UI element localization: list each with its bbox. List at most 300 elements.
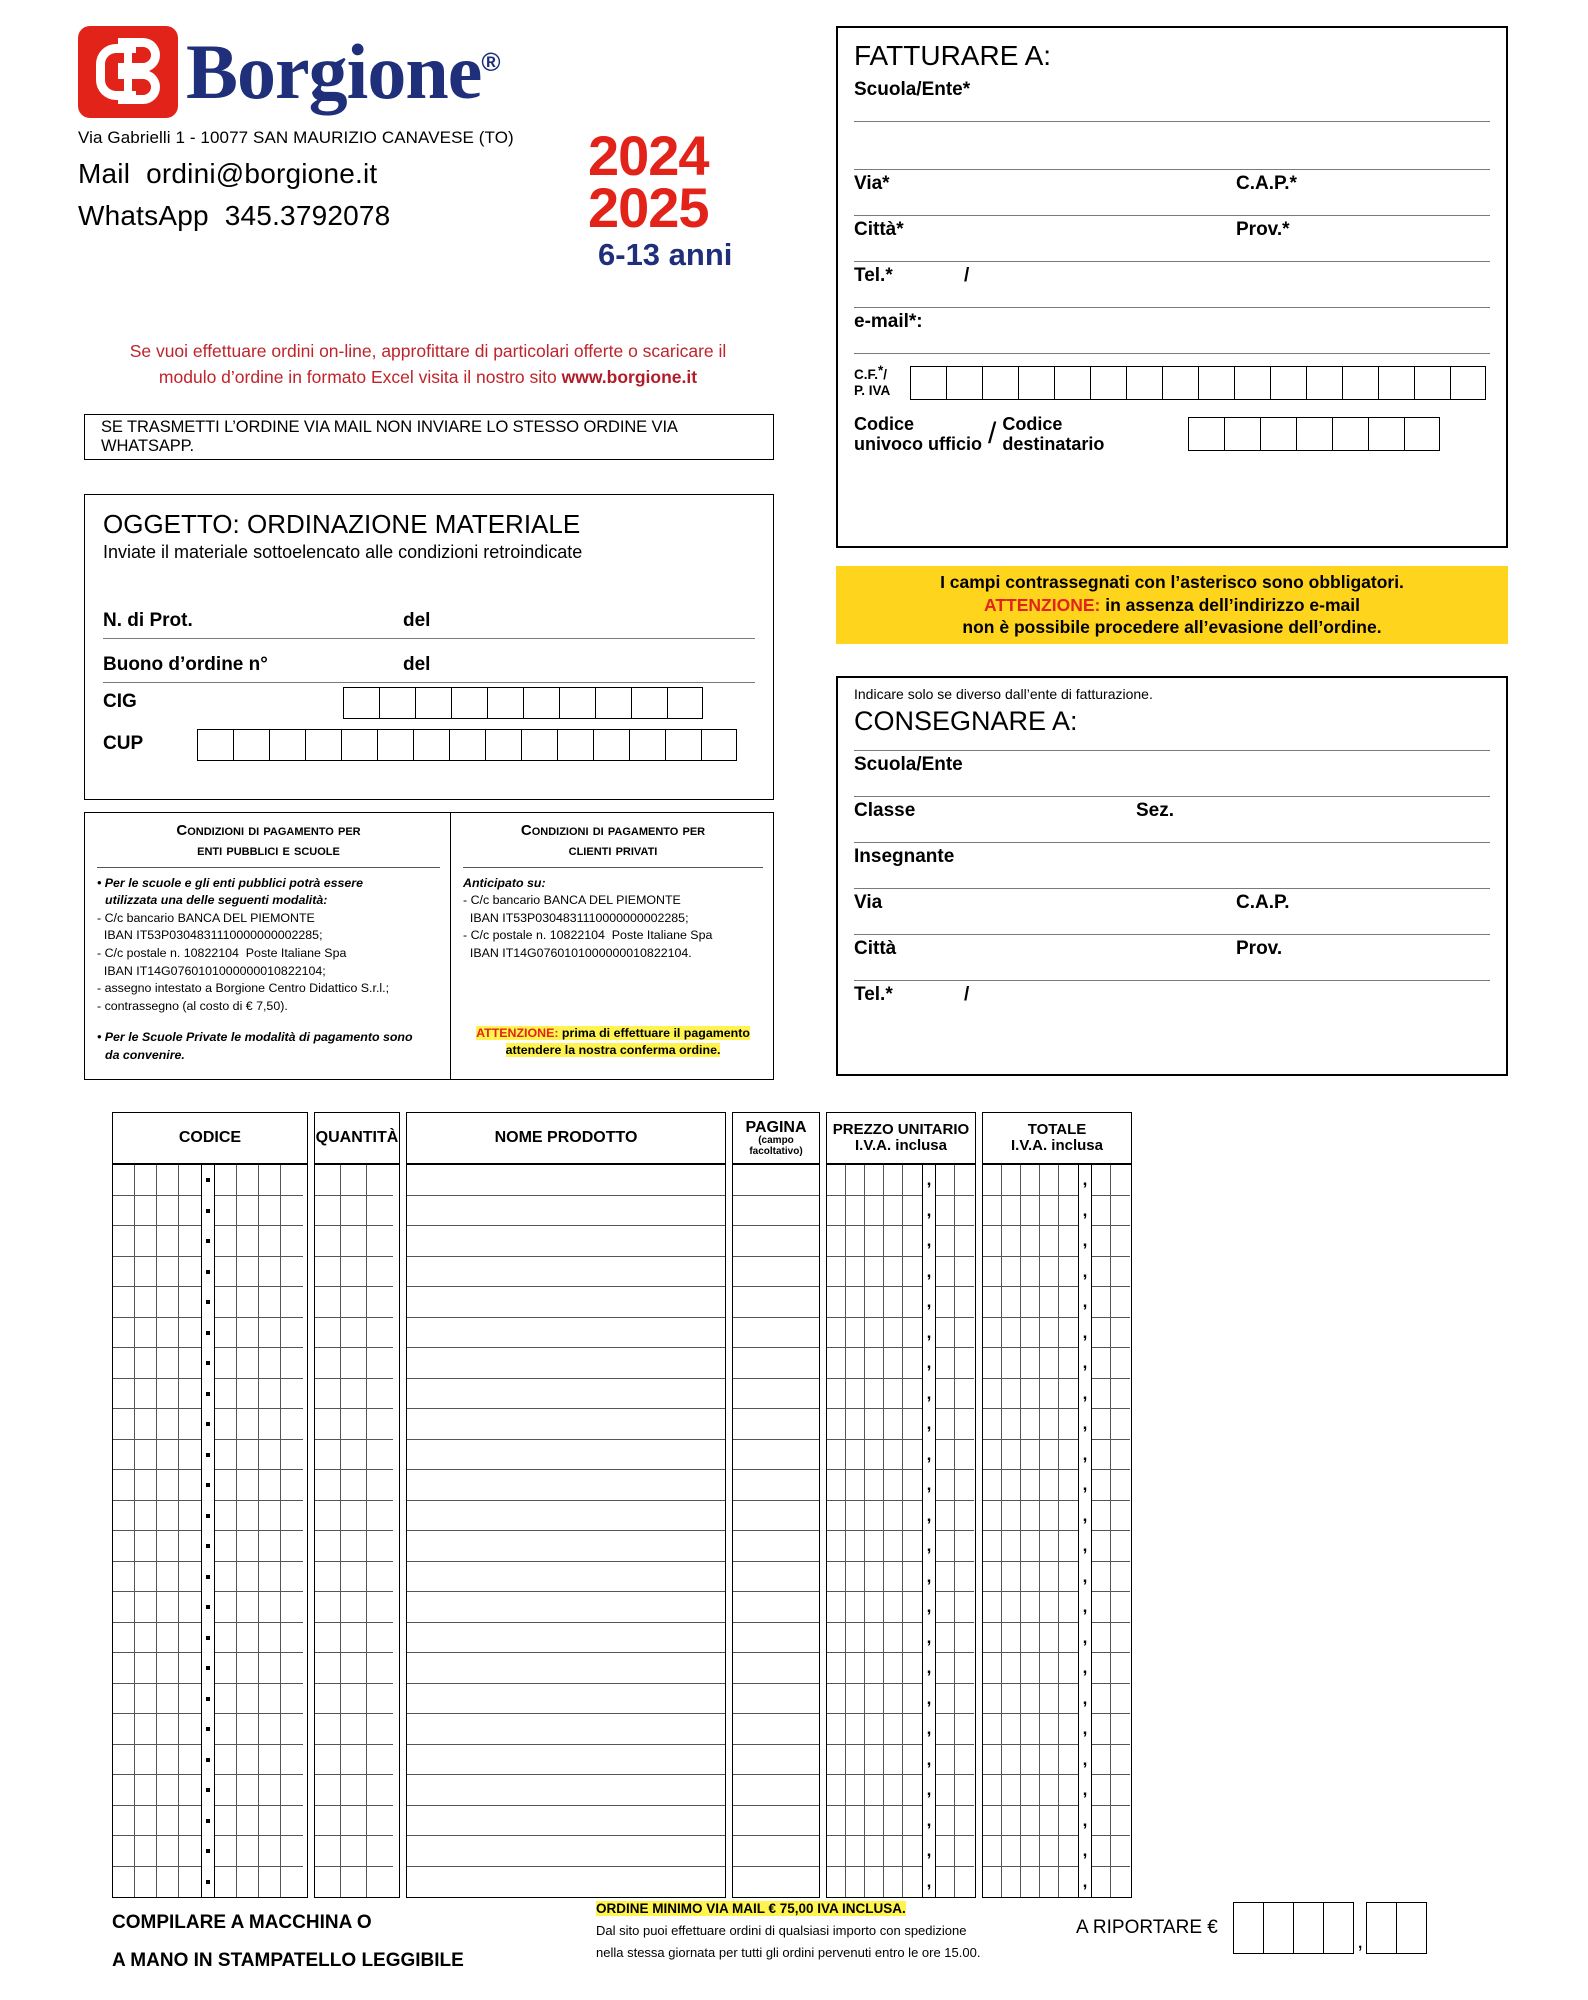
table-cell[interactable] [1002,1775,1020,1806]
table-cell[interactable] [865,1531,883,1562]
table-cell[interactable] [157,1745,178,1776]
table-cell[interactable] [1092,1714,1110,1745]
table-cell[interactable] [1111,1714,1130,1745]
table-cell[interactable] [1059,1226,1078,1257]
table-cell[interactable] [1111,1592,1130,1623]
table-cell[interactable] [884,1226,902,1257]
cig-cell[interactable] [595,687,631,719]
table-cell[interactable] [157,1318,178,1349]
table-cell[interactable] [846,1531,864,1562]
table-cell[interactable] [215,1348,236,1379]
table-cell[interactable] [367,1196,393,1227]
table-cell[interactable] [113,1592,134,1623]
col-body-totale[interactable] [982,1164,1132,1898]
table-cell[interactable] [1092,1440,1110,1471]
table-cell[interactable] [1002,1379,1020,1410]
table-cell[interactable] [315,1470,340,1501]
billing-email-field[interactable] [854,308,1490,354]
table-cell[interactable] [827,1165,845,1196]
table-cell[interactable] [1092,1348,1110,1379]
table-cell[interactable] [1059,1165,1078,1196]
table-cell[interactable] [733,1684,819,1715]
table-cell[interactable] [1092,1318,1110,1349]
table-cell[interactable] [113,1318,134,1349]
table-cell[interactable] [341,1775,366,1806]
table-cell[interactable] [407,1775,725,1806]
table-cell[interactable] [237,1623,258,1654]
col-body-prezzo[interactable] [826,1164,976,1898]
table-cell[interactable] [1092,1470,1110,1501]
table-cell[interactable] [936,1592,954,1623]
product-table-body[interactable] [112,1164,1508,1898]
table-cell[interactable] [215,1501,236,1532]
table-cell[interactable] [259,1867,280,1898]
table-cell[interactable] [983,1257,1001,1288]
table-cell[interactable] [259,1623,280,1654]
table-cell[interactable] [237,1226,258,1257]
table-cell[interactable] [237,1745,258,1776]
table-cell[interactable] [367,1653,393,1684]
table-cell[interactable] [1111,1318,1130,1349]
table-cell[interactable] [407,1592,725,1623]
table-cell[interactable] [1111,1745,1130,1776]
col-grid-prezzo[interactable] [826,1164,976,1898]
cf-cell[interactable] [1450,366,1486,400]
table-cell[interactable] [215,1470,236,1501]
table-cell[interactable] [827,1806,845,1837]
table-cell[interactable] [367,1745,393,1776]
table-cell[interactable] [955,1226,974,1257]
table-cell[interactable] [1040,1775,1058,1806]
table-cell[interactable] [1092,1653,1110,1684]
table-cell[interactable] [341,1745,366,1776]
table-cell[interactable] [179,1836,201,1867]
cig-cell[interactable] [415,687,451,719]
table-cell[interactable] [733,1348,819,1379]
table-cell[interactable] [259,1440,280,1471]
table-cell[interactable] [259,1257,280,1288]
table-cell[interactable] [237,1592,258,1623]
table-cell[interactable] [237,1714,258,1745]
table-cell[interactable] [281,1318,303,1349]
table-cell[interactable] [1021,1684,1039,1715]
table-cell[interactable] [936,1684,954,1715]
table-cell[interactable] [179,1257,201,1288]
table-cell[interactable] [367,1501,393,1532]
table-cell[interactable] [1111,1348,1130,1379]
table-cell[interactable] [1111,1409,1130,1440]
table-cell[interactable] [1040,1318,1058,1349]
table-cell[interactable] [179,1226,201,1257]
table-cell[interactable] [884,1836,902,1867]
table-cell[interactable] [315,1226,340,1257]
table-cell[interactable] [846,1867,864,1898]
table-cell[interactable] [1040,1684,1058,1715]
table-cell[interactable] [983,1409,1001,1440]
table-cell[interactable] [259,1409,280,1440]
table-cell[interactable] [884,1440,902,1471]
dest-cell[interactable] [1260,417,1296,451]
table-cell[interactable] [1059,1470,1078,1501]
table-cell[interactable] [936,1836,954,1867]
table-cell[interactable] [407,1318,725,1349]
table-cell[interactable] [237,1684,258,1715]
table-cell[interactable] [983,1806,1001,1837]
table-cell[interactable] [903,1623,922,1654]
cup-cell[interactable] [269,729,305,761]
table-cell[interactable] [113,1257,134,1288]
table-cell[interactable] [367,1318,393,1349]
shipping-classe-field[interactable] [854,797,1490,843]
cf-cell[interactable] [1018,366,1054,400]
table-cell[interactable] [1040,1440,1058,1471]
table-cell[interactable] [179,1562,201,1593]
table-cell[interactable] [955,1684,974,1715]
table-cell[interactable] [936,1867,954,1898]
table-cell[interactable] [341,1226,366,1257]
table-cell[interactable] [1040,1409,1058,1440]
table-cell[interactable] [237,1867,258,1898]
table-cell[interactable] [367,1592,393,1623]
table-cell[interactable] [215,1531,236,1562]
table-cell[interactable] [157,1684,178,1715]
table-cell[interactable] [846,1623,864,1654]
table-cell[interactable] [135,1775,156,1806]
table-cell[interactable] [865,1775,883,1806]
table-cell[interactable] [113,1409,134,1440]
table-cell[interactable] [237,1470,258,1501]
table-cell[interactable] [827,1470,845,1501]
table-cell[interactable] [936,1226,954,1257]
table-cell[interactable] [884,1318,902,1349]
table-cell[interactable] [733,1592,819,1623]
table-cell[interactable] [936,1470,954,1501]
buono-field[interactable] [103,639,755,683]
shipping-insegnante-field[interactable] [854,843,1490,889]
table-cell[interactable] [407,1562,725,1593]
table-cell[interactable] [341,1409,366,1440]
table-cell[interactable] [955,1562,974,1593]
table-cell[interactable] [1021,1196,1039,1227]
table-cell[interactable] [1092,1745,1110,1776]
table-cell[interactable] [955,1287,974,1318]
col-body-pagina[interactable] [732,1164,820,1898]
table-cell[interactable] [983,1501,1001,1532]
table-cell[interactable] [1092,1806,1110,1837]
table-cell[interactable] [135,1714,156,1745]
shipping-tel-field[interactable] [854,981,1490,1027]
table-cell[interactable] [407,1165,725,1196]
table-cell[interactable] [1021,1379,1039,1410]
cf-cell[interactable] [1126,366,1162,400]
shipping-via-field[interactable] [854,889,1490,935]
table-cell[interactable] [215,1745,236,1776]
table-cell[interactable] [135,1562,156,1593]
table-cell[interactable] [936,1531,954,1562]
prot-field[interactable] [103,595,755,639]
table-cell[interactable] [179,1745,201,1776]
table-cell[interactable] [157,1409,178,1440]
table-cell[interactable] [865,1287,883,1318]
table-cell[interactable] [341,1379,366,1410]
table-cell[interactable] [281,1440,303,1471]
table-cell[interactable] [1040,1348,1058,1379]
table-cell[interactable] [281,1287,303,1318]
table-cell[interactable] [865,1562,883,1593]
table-cell[interactable] [281,1867,303,1898]
table-cell[interactable] [315,1257,340,1288]
table-cell[interactable] [113,1623,134,1654]
cig-cell[interactable] [379,687,415,719]
table-cell[interactable] [983,1318,1001,1349]
table-cell[interactable] [237,1501,258,1532]
table-cell[interactable] [215,1409,236,1440]
cup-cell[interactable] [449,729,485,761]
table-cell[interactable] [733,1470,819,1501]
table-cell[interactable] [237,1806,258,1837]
table-cell[interactable] [1059,1775,1078,1806]
table-cell[interactable] [865,1379,883,1410]
table-cell[interactable] [113,1653,134,1684]
cig-cell[interactable] [487,687,523,719]
table-cell[interactable] [341,1684,366,1715]
table-cell[interactable] [367,1531,393,1562]
cup-cell[interactable] [197,729,233,761]
table-cell[interactable] [259,1165,280,1196]
table-cell[interactable] [215,1440,236,1471]
table-cell[interactable] [135,1623,156,1654]
table-cell[interactable] [983,1531,1001,1562]
table-cell[interactable] [827,1653,845,1684]
table-cell[interactable] [846,1257,864,1288]
cup-cell[interactable] [377,729,413,761]
table-cell[interactable] [827,1562,845,1593]
table-cell[interactable] [135,1684,156,1715]
table-cell[interactable] [846,1745,864,1776]
table-cell[interactable] [846,1348,864,1379]
table-cell[interactable] [113,1836,134,1867]
table-cell[interactable] [827,1623,845,1654]
table-cell[interactable] [1002,1165,1020,1196]
table-cell[interactable] [407,1867,725,1898]
table-cell[interactable] [903,1165,922,1196]
table-cell[interactable] [135,1165,156,1196]
table-cell[interactable] [1111,1287,1130,1318]
table-cell[interactable] [281,1348,303,1379]
billing-tel-field[interactable] [854,262,1490,308]
table-cell[interactable] [936,1501,954,1532]
table-cell[interactable] [1092,1196,1110,1227]
dest-cell[interactable] [1188,417,1224,451]
cup-cell[interactable] [521,729,557,761]
table-cell[interactable] [1002,1196,1020,1227]
table-cell[interactable] [407,1440,725,1471]
table-cell[interactable] [367,1562,393,1593]
table-cell[interactable] [983,1562,1001,1593]
table-cell[interactable] [827,1775,845,1806]
table-cell[interactable] [827,1836,845,1867]
table-cell[interactable] [903,1684,922,1715]
table-cell[interactable] [884,1653,902,1684]
table-cell[interactable] [179,1409,201,1440]
table-cell[interactable] [407,1806,725,1837]
table-cell[interactable] [1092,1592,1110,1623]
table-cell[interactable] [1111,1836,1130,1867]
table-cell[interactable] [259,1379,280,1410]
table-cell[interactable] [157,1287,178,1318]
table-cell[interactable] [1111,1165,1130,1196]
table-cell[interactable] [157,1257,178,1288]
table-cell[interactable] [983,1165,1001,1196]
table-cell[interactable] [955,1531,974,1562]
cf-cell[interactable] [1054,366,1090,400]
table-cell[interactable] [135,1806,156,1837]
carry-forward-cell[interactable] [1366,1902,1396,1954]
table-cell[interactable] [341,1348,366,1379]
table-cell[interactable] [1111,1562,1130,1593]
table-cell[interactable] [157,1653,178,1684]
table-cell[interactable] [865,1318,883,1349]
table-cell[interactable] [113,1775,134,1806]
table-cell[interactable] [846,1836,864,1867]
table-cell[interactable] [846,1226,864,1257]
table-cell[interactable] [281,1775,303,1806]
table-cell[interactable] [281,1714,303,1745]
table-cell[interactable] [733,1409,819,1440]
table-cell[interactable] [259,1714,280,1745]
cig-cell[interactable] [559,687,595,719]
table-cell[interactable] [1040,1806,1058,1837]
table-cell[interactable] [315,1379,340,1410]
table-cell[interactable] [1040,1257,1058,1288]
table-cell[interactable] [315,1409,340,1440]
table-cell[interactable] [281,1165,303,1196]
table-cell[interactable] [955,1714,974,1745]
table-cell[interactable] [367,1684,393,1715]
table-cell[interactable] [135,1867,156,1898]
cig-cell[interactable] [451,687,487,719]
table-cell[interactable] [407,1257,725,1288]
table-cell[interactable] [135,1653,156,1684]
table-cell[interactable] [157,1196,178,1227]
table-cell[interactable] [1092,1562,1110,1593]
table-cell[interactable] [315,1531,340,1562]
table-cell[interactable] [733,1714,819,1745]
cup-cell[interactable] [413,729,449,761]
table-cell[interactable] [367,1165,393,1196]
table-cell[interactable] [1059,1257,1078,1288]
table-cell[interactable] [846,1287,864,1318]
table-cell[interactable] [157,1379,178,1410]
table-cell[interactable] [884,1196,902,1227]
table-cell[interactable] [1040,1287,1058,1318]
table-cell[interactable] [281,1470,303,1501]
table-cell[interactable] [407,1196,725,1227]
table-cell[interactable] [157,1775,178,1806]
table-cell[interactable] [903,1745,922,1776]
table-cell[interactable] [259,1226,280,1257]
table-cell[interactable] [903,1775,922,1806]
table-cell[interactable] [903,1226,922,1257]
table-cell[interactable] [827,1501,845,1532]
billing-cf-input-cells[interactable] [910,366,1486,400]
cf-cell[interactable] [1090,366,1126,400]
table-cell[interactable] [1021,1653,1039,1684]
dest-cell[interactable] [1332,417,1368,451]
table-cell[interactable] [113,1562,134,1593]
table-cell[interactable] [936,1623,954,1654]
table-cell[interactable] [341,1501,366,1532]
table-cell[interactable] [113,1196,134,1227]
table-cell[interactable] [983,1440,1001,1471]
table-cell[interactable] [179,1531,201,1562]
table-cell[interactable] [955,1836,974,1867]
table-cell[interactable] [1092,1165,1110,1196]
table-cell[interactable] [1021,1440,1039,1471]
table-cell[interactable] [113,1440,134,1471]
table-cell[interactable] [135,1348,156,1379]
table-cell[interactable] [1059,1501,1078,1532]
table-cell[interactable] [884,1348,902,1379]
table-cell[interactable] [936,1714,954,1745]
table-cell[interactable] [157,1562,178,1593]
table-cell[interactable] [157,1440,178,1471]
col-grid-quantita[interactable] [314,1164,400,1898]
table-cell[interactable] [903,1379,922,1410]
table-cell[interactable] [367,1287,393,1318]
table-cell[interactable] [237,1440,258,1471]
table-cell[interactable] [179,1714,201,1745]
table-cell[interactable] [237,1318,258,1349]
col-grid-pagina[interactable] [732,1164,820,1898]
table-cell[interactable] [1092,1257,1110,1288]
table-cell[interactable] [884,1714,902,1745]
table-cell[interactable] [1111,1806,1130,1837]
col-body-codice[interactable] [112,1164,308,1898]
table-cell[interactable] [1002,1745,1020,1776]
table-cell[interactable] [135,1470,156,1501]
table-cell[interactable] [1111,1470,1130,1501]
table-cell[interactable] [179,1165,201,1196]
cf-cell[interactable] [982,366,1018,400]
table-cell[interactable] [884,1745,902,1776]
table-cell[interactable] [936,1348,954,1379]
table-cell[interactable] [1059,1379,1078,1410]
table-cell[interactable] [827,1409,845,1440]
table-cell[interactable] [179,1501,201,1532]
table-cell[interactable] [367,1440,393,1471]
cig-cell[interactable] [631,687,667,719]
table-cell[interactable] [884,1562,902,1593]
table-cell[interactable] [1002,1318,1020,1349]
table-cell[interactable] [983,1867,1001,1898]
table-cell[interactable] [157,1501,178,1532]
table-cell[interactable] [157,1623,178,1654]
table-cell[interactable] [367,1806,393,1837]
table-cell[interactable] [827,1714,845,1745]
table-cell[interactable] [1002,1836,1020,1867]
table-cell[interactable] [237,1379,258,1410]
table-cell[interactable] [215,1287,236,1318]
table-cell[interactable] [1002,1257,1020,1288]
table-cell[interactable] [259,1745,280,1776]
table-cell[interactable] [1021,1745,1039,1776]
table-cell[interactable] [865,1806,883,1837]
table-cell[interactable] [315,1562,340,1593]
table-cell[interactable] [179,1592,201,1623]
table-cell[interactable] [865,1592,883,1623]
table-cell[interactable] [135,1318,156,1349]
